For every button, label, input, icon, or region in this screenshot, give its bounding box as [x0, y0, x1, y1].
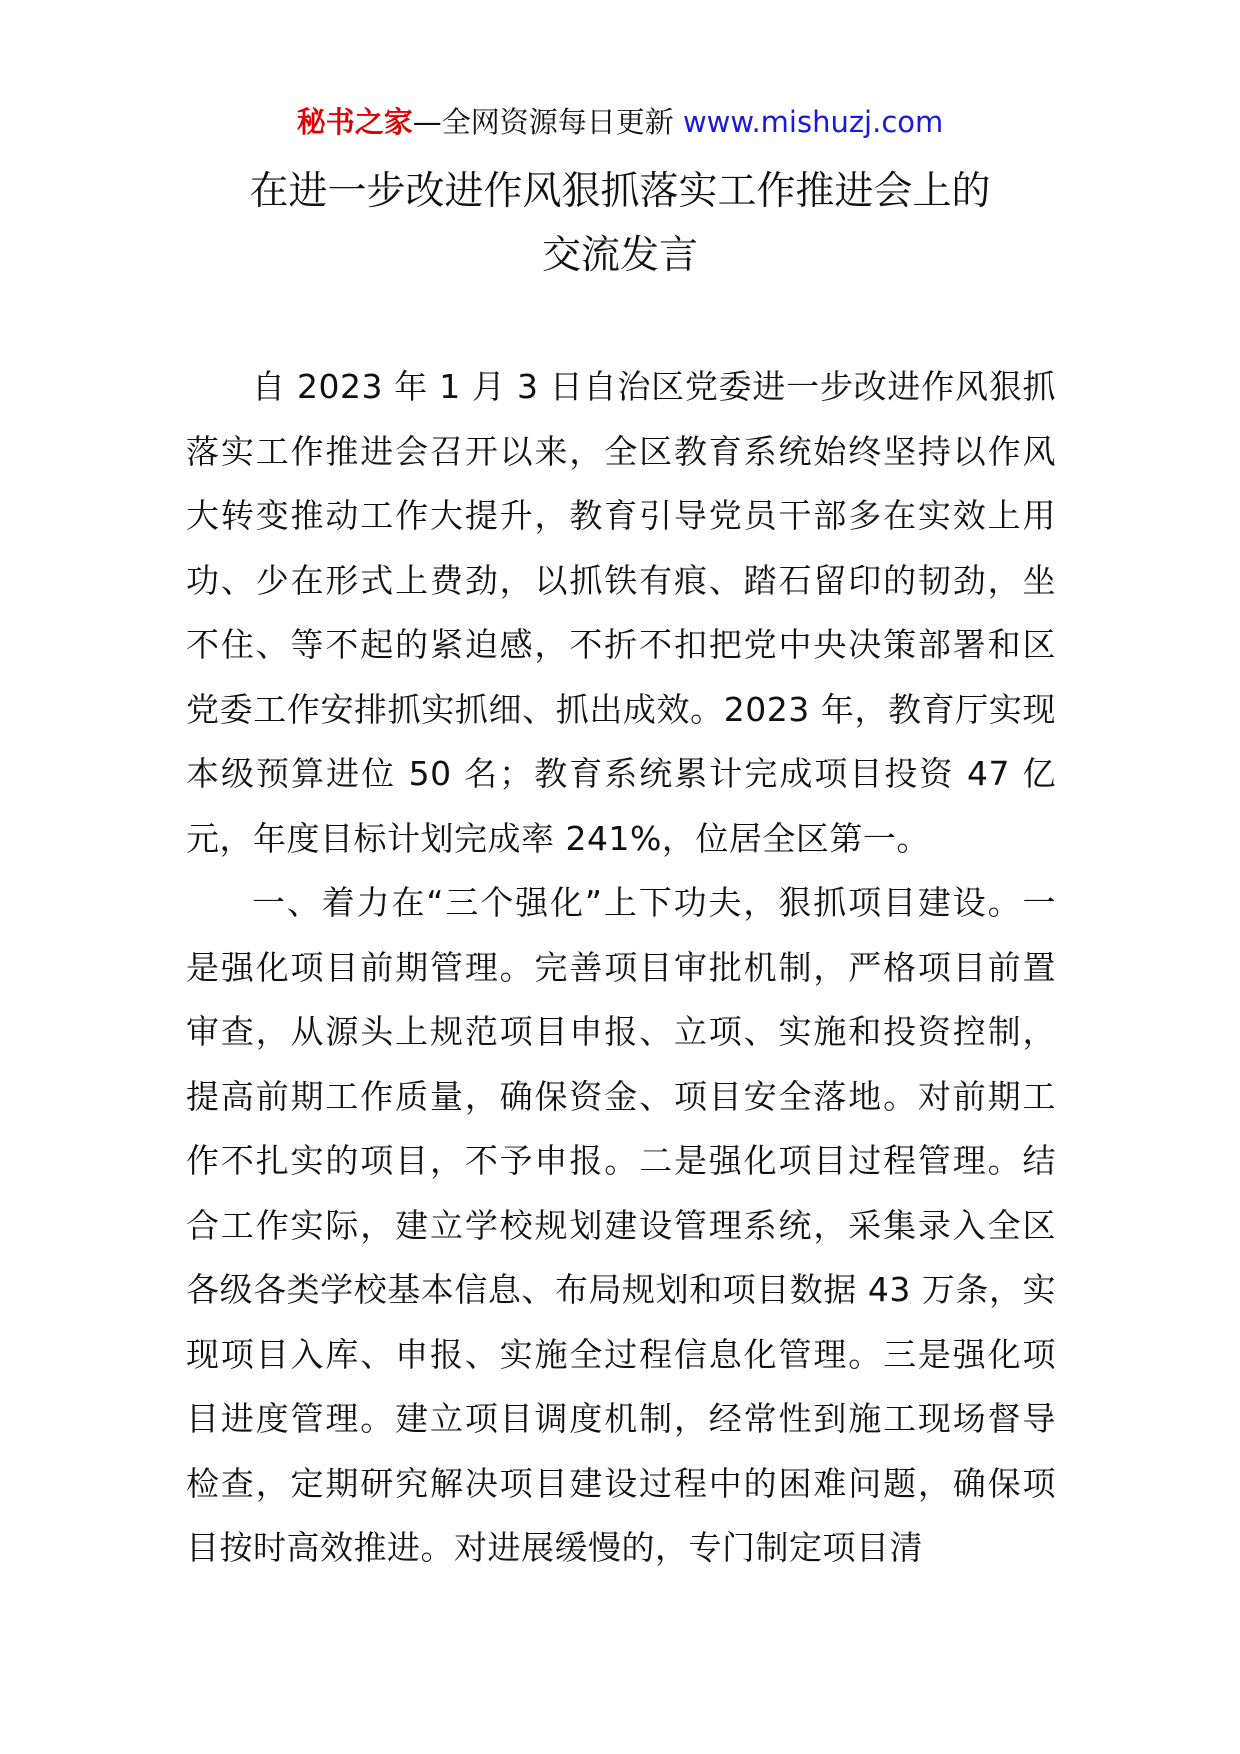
header-slogan: —全网资源每日更新: [412, 105, 683, 139]
site-url-link[interactable]: www.mishuzj.com: [682, 105, 944, 139]
brand-name: 秘书之家: [296, 105, 413, 139]
section-1-text: 一是强化项目前期管理。完善项目审批机制，严格项目前置审查，从源头上规范项目申报、立项、实施和投资控制，提高前期工作质量，确保资金、项目安全落地。对前期工作不扎实的项目，不予申报。二是强化项目过程管理。结合工作实际，建立学校规划建设管理系统，采集录入全区各级各类学校基本信息、布局规划和项目数据 43 万条，实现项目入库、申报、实施全过程信息化管理。三是强化项目进度管理。建立项目调度机制，经常性到施工现场督导检查，定期研究解决项目建设过程中的困难问题，确保项目按时高效推进。对进展缓慢的，专门制定项目清: [186, 883, 1056, 1567]
title-line-1: 在进一步改进作风狠抓落实工作推进会上的: [249, 169, 991, 214]
paragraph-section-1: [186, 871, 1056, 1581]
document-title: [0, 160, 1240, 288]
section-1-heading: 一、着力在“三个强化”上下功夫，狠抓项目建设。: [252, 883, 1023, 922]
title-line-2: 交流发言: [541, 233, 698, 278]
paragraph-intro: [186, 355, 1056, 871]
document-body: [186, 355, 1056, 1581]
paragraph-intro-text: 自 2023 年 1 月 3 日自治区党委进一步改进作风狠抓落实工作推进会召开以来，全区教育系统始终坚持以作风大转变推动工作大提升，教育引导党员干部多在实效上用功、少在形式上费劲，以抓铁有痕、踏石留印的韧劲，坐不住、等不起的紧迫感，不折不扣把党中央决策部署和区党委工作安排抓实抓细、抓出成效。2023 年，教育厅实现本级预算进位 50 名；教育系统累计完成项目投资 47 亿元，年度目标计划完成率 241%，位居全区第一。: [186, 367, 1056, 858]
site-header: [0, 102, 1240, 142]
